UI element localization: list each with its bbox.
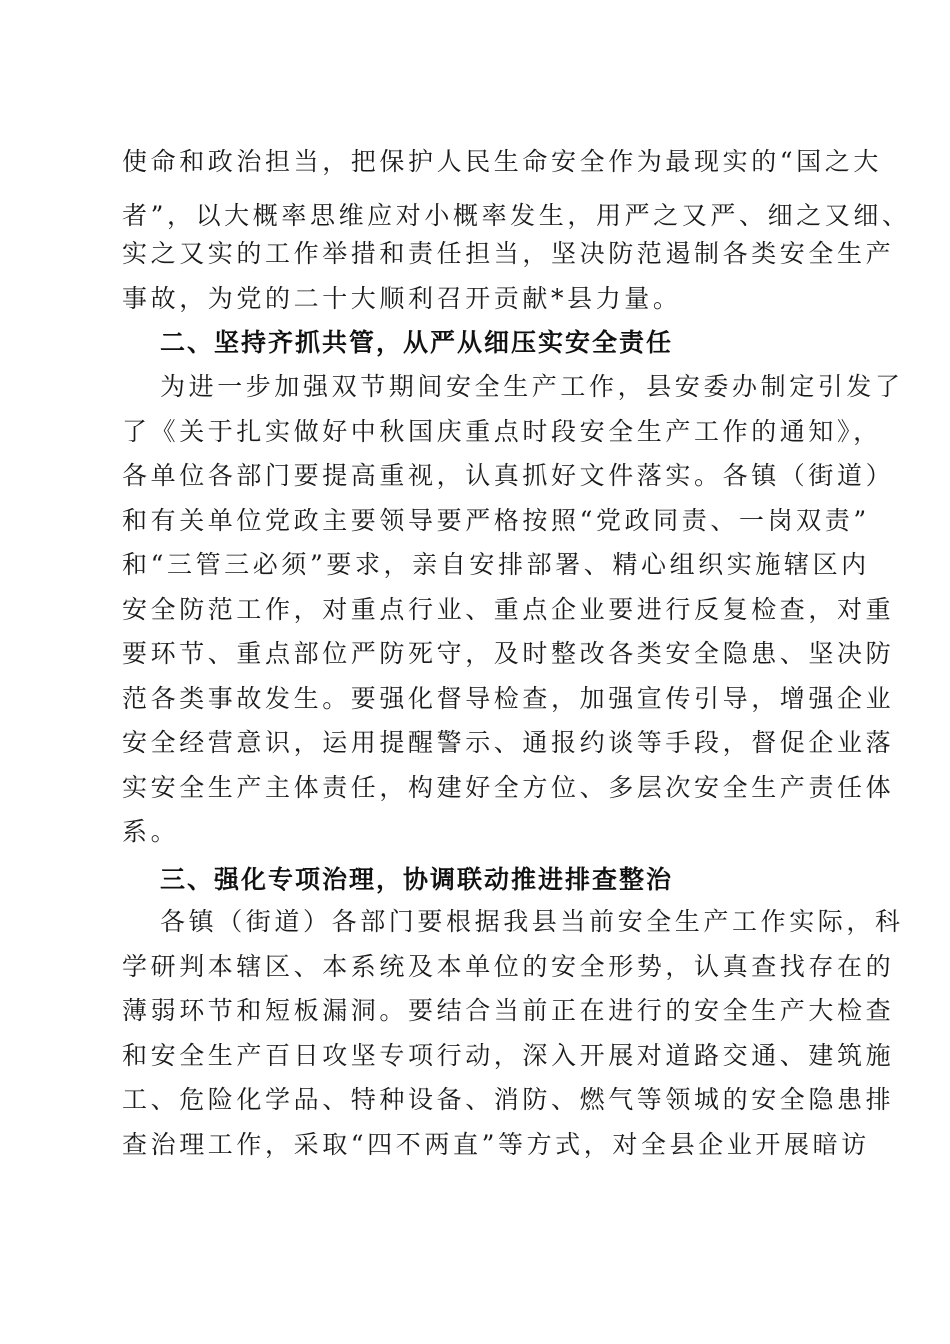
text-line: 安全经营意识，运用提醒警示、通报约谈等手段，督促企业落 — [122, 728, 895, 757]
text-line: 使命和政治担当，把保护人民生命安全作为最现实的“国之大 — [122, 147, 882, 176]
text-line: 和有关单位党政主要领导要严格按照“党政同责、一岗双责” — [122, 506, 870, 535]
text-line: 各镇（街道）各部门要根据我县当前安全生产工作实际，科 — [160, 907, 904, 936]
text-line: 为进一步加强双节期间安全生产工作，县安委办制定引发了 — [160, 372, 904, 401]
text-line: 查治理工作，采取“四不两直”等方式，对全县企业开展暗访 — [122, 1130, 870, 1159]
section-heading: 三、强化专项治理，协调联动推进排查整治 — [160, 865, 674, 894]
section-heading: 二、坚持齐抓共管，从严从细压实安全责任 — [160, 328, 674, 357]
text-line: 和安全生产百日攻坚专项行动，深入开展对道路交通、建筑施 — [122, 1041, 895, 1070]
text-line: 范各类事故发生。要强化督导检查，加强宣传引导，增强企业 — [122, 684, 895, 713]
text-line: 实之又实的工作举措和责任担当，坚决防范遏制各类安全生产 — [122, 239, 895, 268]
text-line: 安全防范工作，对重点行业、重点企业要进行反复检查，对重 — [122, 595, 895, 624]
text-line: 者”，以大概率思维应对小概率发生，用严之又严、细之又细、 — [122, 201, 911, 230]
text-line: 学研判本辖区、本系统及本单位的安全形势，认真查找存在的 — [122, 952, 895, 981]
text-line: 了《关于扎实做好中秋国庆重点时段安全生产工作的通知》， — [122, 417, 882, 446]
text-line: 实安全生产主体责任，构建好全方位、多层次安全生产责任体 — [122, 773, 895, 802]
text-line: 事故，为党的二十大顺利召开贡献*县力量。 — [122, 284, 682, 313]
text-line: 要环节、重点部位严防死守，及时整改各类安全隐患、坚决防 — [122, 639, 895, 668]
text-line: 和“三管三必须”要求，亲自安排部署、精心组织实施辖区内 — [122, 550, 870, 579]
text-line: 各单位各部门要提高重视，认真抓好文件落实。各镇（街道） — [122, 461, 895, 490]
text-line: 工、危险化学品、特种设备、消防、燃气等领城的安全隐患排 — [122, 1085, 895, 1114]
text-line: 系。 — [122, 817, 180, 846]
text-line: 薄弱环节和短板漏洞。要结合当前正在进行的安全生产大检查 — [122, 996, 895, 1025]
